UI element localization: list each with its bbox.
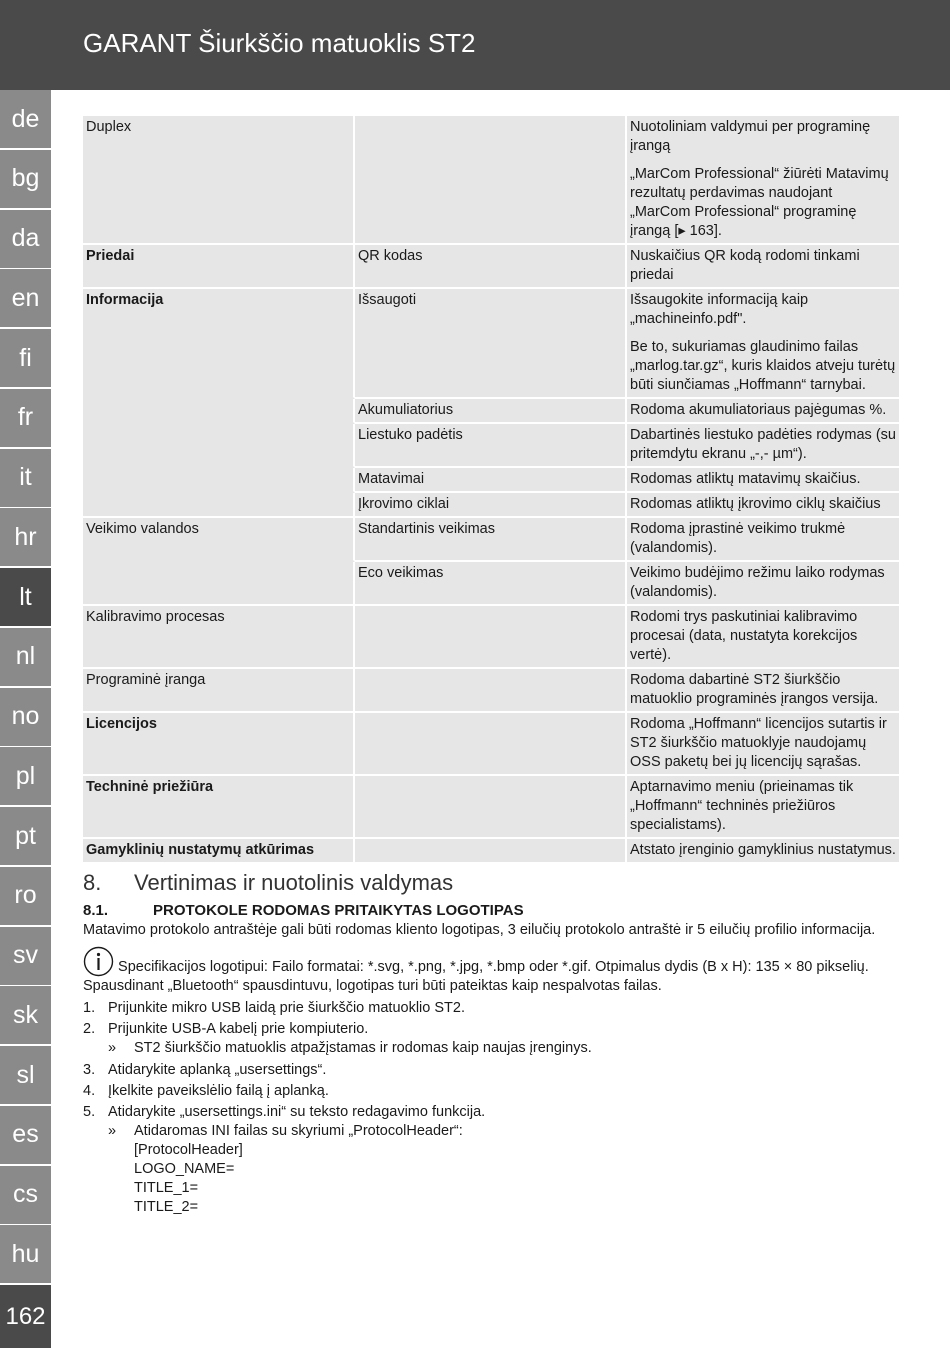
intro-paragraph: Matavimo protokolo antraštėje gali būti rodomas kliento logotipas, 3 eilučių protokolo antraštė ir 5 eilučių profilio informacija. [83,922,876,938]
result-text: TITLE_1= [134,1180,199,1196]
table-row [83,606,899,669]
table-row [83,245,899,289]
result-text: [ProtocolHeader] [134,1142,243,1158]
step-item [83,1082,899,1101]
table-cell-category: Techninė priežiūra [83,776,355,839]
step-number: 1. [83,1000,96,1016]
table-cell-item: Įkrovimo ciklai [355,493,627,518]
section-number: 8. [83,870,102,895]
result-marker [108,1198,134,1217]
table-cell-description [627,468,899,493]
table-row [83,424,899,468]
table-cell-item: Standartinis veikimas [355,518,627,562]
table-cell-item: Akumuliatorius [355,399,627,424]
result-line [108,1179,899,1198]
language-tab-it[interactable]: it [0,449,51,508]
table-row [83,713,899,776]
table-cell-item: Liestuko padėtis [355,424,627,468]
result-line [108,1039,899,1058]
table-row [83,562,899,606]
step-text: Prijunkite mikro USB laidą prie šiurkščio matuoklio ST2. [108,1000,465,1016]
description-paragraph: Be to, sukuriamas glaudinimo failas „marlog.tar.gz“, kuris klaidos atveju turėtų būti siunčiamas „Hoffmann“ tarnybai. [630,339,896,393]
info-note [83,946,899,996]
description-paragraph: Aptarnavimo meniu (prieinamas tik „Hoffmann“ techninės priežiūros specialistams). [630,779,854,833]
result-marker [108,1141,134,1160]
language-tab-lt[interactable]: lt [0,568,51,627]
table-cell-category [83,493,355,518]
table-cell-item: Eco veikimas [355,562,627,606]
language-tab-sk[interactable]: sk [0,986,51,1045]
language-tab-hu[interactable]: hu [0,1225,51,1284]
table-cell-item: QR kodas [355,245,627,289]
subsection-number: 8.1. [83,902,109,919]
subsection-title: PROTOKOLE RODOMAS PRITAIKYTAS LOGOTIPAS [153,902,524,919]
description-paragraph: Išsaugokite informaciją kaip „machineinfo.pdf". [630,292,809,327]
table-cell-description [627,245,899,289]
language-tab-cs[interactable]: cs [0,1166,51,1225]
language-tab-no[interactable]: no [0,688,51,747]
table-cell-description [627,606,899,669]
table-cell-description [627,116,899,245]
description-paragraph: Rodomas atliktų matavimų skaičius. [630,471,861,487]
table-cell-category: Duplex [83,116,355,245]
description-paragraph: Nuotoliniam valdymui per programinę įrangą [630,119,871,154]
language-sidebar [0,90,51,1348]
table-cell-item [355,713,627,776]
table-row [83,669,899,713]
steps-list [83,999,899,1217]
table-cell-description [627,518,899,562]
language-tab-nl[interactable]: nl [0,628,51,687]
step-text: Įkelkite paveikslėlio failą į aplanką. [108,1083,329,1099]
step-result [83,1122,899,1217]
table-cell-description [627,839,899,864]
table-cell-description [627,669,899,713]
result-line [108,1198,899,1217]
step-number: 4. [83,1083,96,1099]
step-number: 2. [83,1021,96,1037]
table-row [83,776,899,839]
language-tab-en[interactable]: en [0,269,51,328]
table-cell-category: Licencijos [83,713,355,776]
description-paragraph: Atstato įrenginio gamyklinius nustatymus. [630,842,896,858]
language-tab-sl[interactable]: sl [0,1046,51,1105]
info-icon [83,946,114,977]
language-tab-ro[interactable]: ro [0,867,51,926]
table-row [83,399,899,424]
table-row [83,468,899,493]
step-item [83,1103,899,1122]
table-cell-category: Kalibravimo procesas [83,606,355,669]
table-cell-item [355,606,627,669]
table-cell-item [355,669,627,713]
table-cell-description [627,289,899,399]
page-number: 162 [0,1285,51,1348]
description-paragraph: Rodoma akumuliatoriaus pajėgumas %. [630,402,887,418]
document-title: GARANT Šiurkščio matuoklis ST2 [83,28,476,58]
description-paragraph: Rodoma dabartinė ST2 šiurkščio matuoklio programinės įrangos versija. [630,672,879,707]
table-cell-category: Priedai [83,245,355,289]
description-paragraph: Dabartinės liestuko padėties rodymas (su pritemdytu ekranu „-,- µm“). [630,427,896,462]
result-line [108,1122,899,1141]
table-cell-item: Matavimai [355,468,627,493]
description-paragraph: Rodoma įprastinė veikimo trukmė (valandomis). [630,521,846,556]
table-row [83,518,899,562]
table-cell-category [83,424,355,468]
result-marker [108,1179,134,1198]
table-cell-category [83,399,355,424]
page-header [0,0,950,90]
description-paragraph: Veikimo budėjimo režimu laiko rodymas (valandomis). [630,565,885,600]
table-cell-category [83,562,355,606]
table-cell-item [355,776,627,839]
language-tab-de[interactable]: de [0,90,51,149]
result-marker: » [108,1123,117,1139]
result-text: Atidaromas INI failas su skyriumi „ProtocolHeader“: [134,1123,463,1139]
result-text: ST2 šiurkščio matuoklis atpažįstamas ir rodomas kaip naujas įrenginys. [134,1040,592,1056]
main-content [83,116,899,1220]
table-cell-item [355,116,627,245]
step-item [83,999,899,1018]
description-paragraph: Nuskaičius QR kodą rodomi tinkami priedai [630,248,860,283]
language-tab-fi[interactable]: fi [0,329,51,388]
info-note-text: Specifikacijos logotipui: Failo formatai: *.svg, *.png, *.jpg, *.bmp oder *.gif. Otpimalus dydis (B x H): 135 × 80 pikselių. Spausdinant „Bluetooth“ spausdintuvu, logotipas turi būti pateiktas kaip nespalvotas failas. [83,959,869,994]
table-cell-category: Programinė įranga [83,669,355,713]
language-tab-fr[interactable]: fr [0,389,51,448]
language-tab-da[interactable]: da [0,210,51,269]
step-text: Atidarykite „usersettings.ini“ su teksto redagavimo funkcija. [108,1104,486,1120]
step-result [83,1039,899,1058]
table-cell-category: Gamyklinių nustatymų atkūrimas [83,839,355,864]
table-cell-description [627,399,899,424]
settings-table [83,116,899,864]
language-tab-sv[interactable]: sv [0,927,51,986]
result-marker: » [108,1040,117,1056]
result-text: TITLE_2= [134,1199,199,1215]
table-row [83,839,899,864]
table-cell-description [627,424,899,468]
table-cell-category [83,468,355,493]
table-cell-category: Veikimo valandos [83,518,355,562]
table-row [83,116,899,245]
table-row [83,493,899,518]
step-item [83,1061,899,1080]
section-8-heading [83,870,899,896]
step-number: 5. [83,1104,96,1120]
section-8-1-heading [83,902,899,919]
language-tab-hr[interactable]: hr [0,508,51,567]
description-paragraph: Rodoma „Hoffmann“ licencijos sutartis ir ST2 šiurkščio matuoklyje naudojamų OSS paketų bei jų licencijų sąrašas. [630,716,887,770]
description-paragraph: „MarCom Professional“ žiūrėti Matavimų rezultatų perdavimas naudojant „MarCom Professional“ programinę įrangą [▸ 163]. [630,166,889,239]
step-text: Prijunkite USB-A kabelį prie kompiuterio. [108,1021,369,1037]
description-paragraph: Rodomi trys paskutiniai kalibravimo procesai (data, nustatyta korekcijos vertė). [630,609,858,663]
table-cell-description [627,493,899,518]
description-paragraph: Rodomas atliktų įkrovimo ciklų skaičius [630,496,881,512]
table-cell-description [627,562,899,606]
table-cell-item: Išsaugoti [355,289,627,399]
table-cell-description [627,776,899,839]
table-cell-item [355,839,627,864]
result-line [108,1160,899,1179]
table-cell-description [627,713,899,776]
result-marker [108,1160,134,1179]
language-tab-es[interactable]: es [0,1106,51,1165]
result-line [108,1141,899,1160]
step-item [83,1020,899,1039]
language-tab-pl[interactable]: pl [0,747,51,806]
language-tab-pt[interactable]: pt [0,807,51,866]
step-text: Atidarykite aplanką „usersettings“. [108,1062,327,1078]
table-row [83,289,899,399]
section-title: Vertinimas ir nuotolinis valdymas [134,870,454,895]
table-cell-category: Informacija [83,289,355,399]
language-tab-bg[interactable]: bg [0,150,51,209]
result-text: LOGO_NAME= [134,1161,235,1177]
step-number: 3. [83,1062,96,1078]
